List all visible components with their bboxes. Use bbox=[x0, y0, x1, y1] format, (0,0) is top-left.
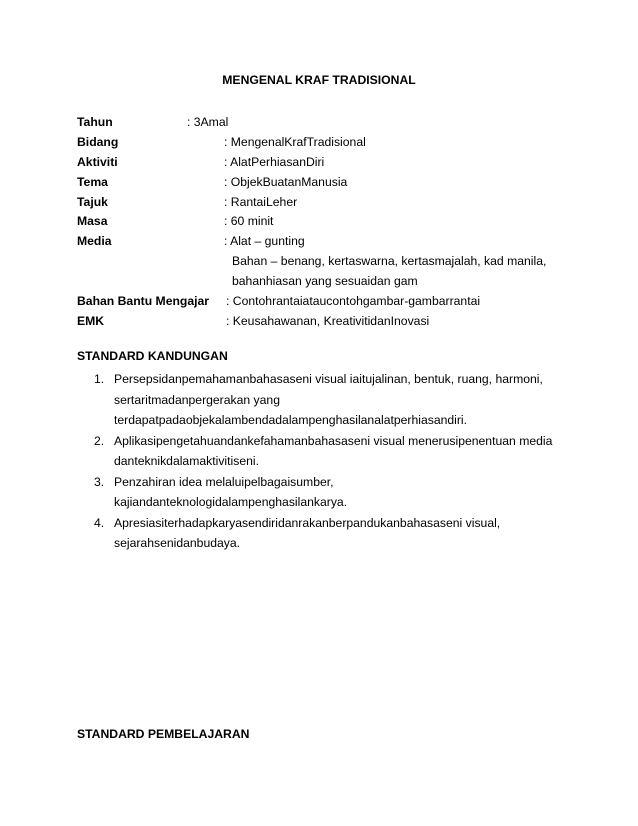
list-item bbox=[94, 513, 564, 554]
list-item-text: Penzahiran idea melaluipelbagaisumber, kajiandanteknologidalampenghasilankarya. bbox=[114, 474, 348, 509]
list-item-text: Apresiasiterhadapkaryasendiridanrakanberpandukanbahasaseni visual, sejarahsenidanbudaya. bbox=[114, 515, 501, 550]
detail-value: : 60 minit bbox=[224, 214, 274, 228]
list-item-number: 4. bbox=[94, 515, 105, 530]
list-item-text: Persepsidanpemahamanbahasaseni visual iaitujalinan, bentuk, ruang, harmoni, sertaritmadanpergerakan yang terdapatpadaobjekalambendadalampenghasilanalatperhiasandiri. bbox=[114, 372, 543, 427]
detail-value: : RantaiLeher bbox=[224, 195, 298, 209]
list-item-number: 1. bbox=[94, 372, 105, 386]
detail-label: Aktiviti bbox=[77, 155, 118, 169]
detail-label: Tajuk bbox=[77, 195, 108, 209]
detail-label: Bidang bbox=[77, 135, 119, 149]
detail-value: : Keusahawanan, KreativitidanInovasi bbox=[226, 314, 430, 328]
detail-label: Bahan Bantu Mengajar bbox=[77, 294, 210, 308]
detail-value: : AlatPerhiasanDiri bbox=[224, 155, 325, 169]
list-item-number: 3. bbox=[94, 474, 105, 489]
standard-kandungan-heading: STANDARD KANDUNGAN bbox=[77, 349, 228, 363]
detail-label: EMK bbox=[77, 314, 105, 328]
document-title: MENGENAL KRAF TRADISIONAL bbox=[222, 73, 416, 87]
list-item bbox=[94, 472, 564, 513]
standard-pembelajaran-heading: STANDARD PEMBELAJARAN bbox=[77, 727, 250, 741]
detail-label: Tahun bbox=[77, 115, 113, 129]
detail-value: : ObjekBuatanManusia bbox=[224, 175, 348, 189]
detail-value-continued: bahanhiasan yang sesuaidan gam bbox=[232, 274, 418, 288]
standard-kandungan-list bbox=[94, 369, 564, 554]
detail-value-continued: Bahan – benang, kertaswarna, kertasmajalah, kad manila, bbox=[232, 254, 547, 268]
detail-value: : Alat – gunting bbox=[224, 234, 305, 248]
list-item-number: 2. bbox=[94, 433, 105, 448]
detail-value: : 3Amal bbox=[187, 115, 229, 129]
detail-value: : Contohrantaiataucontohgambar-gambarrantai bbox=[226, 294, 481, 308]
detail-label: Tema bbox=[77, 175, 108, 189]
list-item bbox=[94, 431, 564, 472]
list-item bbox=[94, 369, 564, 431]
detail-label: Media bbox=[77, 234, 112, 248]
list-item-text: Aplikasipengetahuandankefahamanbahasaseni visual menerusipenentuan media danteknikdalamaktivitiseni. bbox=[114, 433, 553, 468]
detail-label: Masa bbox=[77, 214, 108, 228]
detail-value: : MengenalKrafTradisional bbox=[224, 135, 366, 149]
